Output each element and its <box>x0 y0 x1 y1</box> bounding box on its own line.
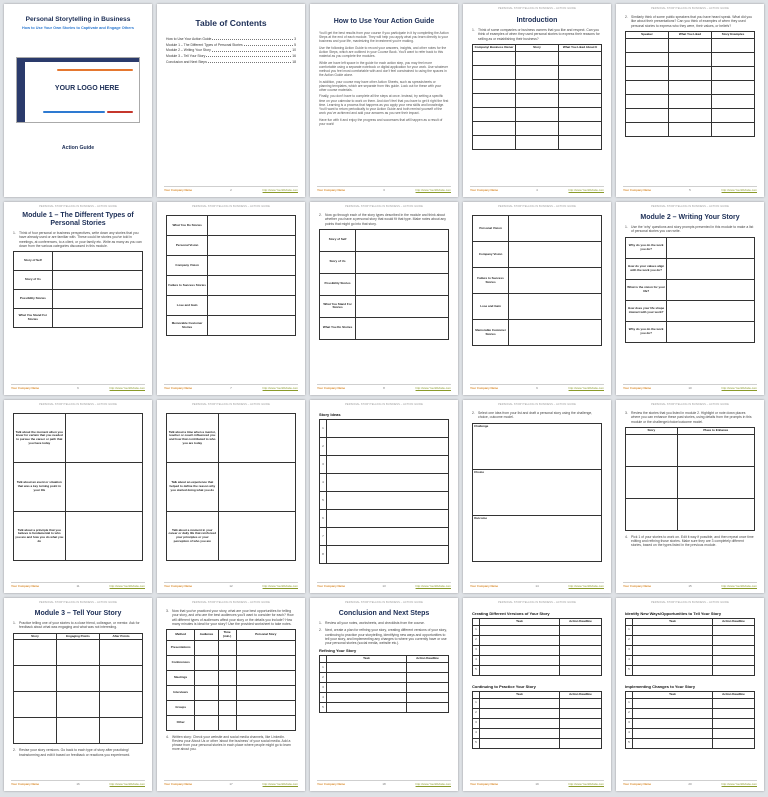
action-step: 4. Pick 1 of your stories to work on. Edit it way if possible, and then repeat once time editing and refining those stories. Make sure they are 3 completely different stories, based on the types listed in the previous module. <box>625 534 754 547</box>
cover-guide-label: Action Guide <box>61 145 95 151</box>
page-footer: Your Company Name http://www.YourWebsite.com 7 <box>164 385 298 391</box>
page-cover[interactable] <box>4 4 152 197</box>
page-header: PERSONAL STORYTELLING IN BUSINESS – ACTION GUIDE <box>498 403 576 406</box>
toc-title: Table of Contents <box>195 18 267 28</box>
page-number: 19 <box>535 782 539 787</box>
section-label: Refining Your Story <box>319 648 357 654</box>
intro-title: Introduction <box>516 17 558 24</box>
prompts-table[interactable]: Talk about the moment when you knew for certain that you needed to pursue the career or path that you have today Talk about an event or situation that was a key turning point in your life Talk about a principle that you believe is fundamental to who you are and how you do what you do <box>13 413 143 561</box>
page-number: 10 <box>688 386 692 391</box>
page-footer: Your Company Name http://www.YourWebsite.com 6 <box>11 385 145 391</box>
module-3-title: Module 3 – Tell Your Story <box>34 610 122 617</box>
how-to-title: How to Use Your Action Guide <box>333 18 435 25</box>
page-toc[interactable] <box>157 4 305 197</box>
page-footer: Your Company Name http://www.YourWebsite.com 9 <box>470 385 604 391</box>
page-14[interactable] <box>463 400 611 593</box>
versions-table[interactable]: Task Action Deadline 1 2 3 4 5 <box>472 618 602 676</box>
cover-subtitle: How to Use Your Own Stories to Captivate and Engage Others <box>22 26 134 31</box>
page-footer: Your Company Name http://www.YourWebsite.com 4 <box>470 187 604 193</box>
page-footer: Your Company Name http://www.YourWebsite.com 18 <box>317 781 451 787</box>
page-header: PERSONAL STORYTELLING IN BUSINESS – ACTION GUIDE <box>39 601 117 604</box>
page-footer: Your Company Name http://www.YourWebsite.com 11 <box>11 583 145 589</box>
page-11[interactable] <box>4 400 152 593</box>
page-9[interactable] <box>463 202 611 395</box>
page-header: PERSONAL STORYTELLING IN BUSINESS – ACTION GUIDE <box>498 7 576 10</box>
page-header: PERSONAL STORYTELLING IN BUSINESS – ACTION GUIDE <box>192 601 270 604</box>
page-8[interactable] <box>310 202 458 395</box>
page-footer: Your Company Name http://www.YourWebsite.com 10 <box>623 385 757 391</box>
action-step: 2. Next, create a plan for refining your story, creating different versions of your story, continuing to practice your storytelling, identifying new ways and opportunities to tell your story, and implementing any changes to where you currently have or use your personal stories (social media, website etc.). <box>319 628 447 646</box>
why-questions-table[interactable]: Why do you do the work you do? How do your values align with the work you do? What is the vision for your life? How does your life shape interact with your work? Why do you do the work you do? <box>625 237 755 343</box>
page-introduction[interactable] <box>463 4 611 197</box>
story-ideas-list[interactable]: 1 2 3 4 5 6 7 8 <box>319 419 449 564</box>
page-header: PERSONAL STORYTELLING IN BUSINESS – ACTION GUIDE <box>651 403 729 406</box>
page-footer: Your Company Name http://www.YourWebsite.com 15 <box>623 583 757 589</box>
page-number: 12 <box>229 584 233 589</box>
logo-text: YOUR LOGO HERE <box>54 85 120 92</box>
action-step: 4. Written story: Check your website and social media channels, like LinkedIn. Review your About Us or other 'about the business' of your social media. Add a phrase from your personal stories in each place where people might go to learn more about you. <box>166 734 291 752</box>
page-footer: Your Company Name http://www.YourWebsite.com 16 <box>11 781 145 787</box>
page-number: 6 <box>77 386 79 391</box>
paragraph: You'll get the best results from your course if you participate in it by completing the Action Steps at the end of each module. They will help you apply what you learn directly to your business and your life, maximizing the investment you're making. <box>319 31 449 44</box>
paragraph: Finally, you don't have to complete all the steps at once. Instead, try setting a specific time on your calendar to work on them. And don't feel that you have to get it right the first time. Learning is a process that happens as you apply your new skills and knowledge. You'll want to return periodically to your Action Guide and both remind yourself of the work you've achieved and add your answers as you see their impact. <box>319 94 449 115</box>
paragraph: While we have left space in the guide for each action step, you may feel more comfortable using a separate notebook or digital application for your work. Use whatever method you feel most comfortable with and don't feel constrained to using the spaces in the Action Guide alone. <box>319 60 449 78</box>
action-step: 3. Now that you've practiced your story, what are your best opportunities for telling your story, and who are the best audiences you'll want to consider for each? How will different types of audiences affect your story or the details you include? How many minutes is ideal for your story? Use the provided worksheet to take notes. <box>166 609 294 626</box>
action-step: 3. Review the stories that you listed in module 2. Highlight or note down places where you can enhance these past stories, using details from the prompts in this module or the challenge/choice/outcome model. <box>625 411 752 424</box>
story-ideas-table[interactable]: Story of Self Story of Us Possibility Stories What You Stand For Stories What You Do Stories <box>319 229 449 340</box>
page-header: PERSONAL STORYTELLING IN BUSINESS – ACTION GUIDE <box>39 205 117 208</box>
section-label: Identify New Ways/Opportunities to Tell Your Story <box>625 611 722 616</box>
page-footer: Your Company Name http://www.YourWebsite.com 13 <box>317 583 451 589</box>
page-header: PERSONAL STORYTELLING IN BUSINESS – ACTION GUIDE <box>651 205 729 208</box>
page-footer: Your Company Name http://www.YourWebsite.com 8 <box>317 385 451 391</box>
module-1-title: Module 1 – The Different Types of Personal Stories <box>22 212 134 228</box>
page-number: 2 <box>230 188 232 193</box>
page-module-1[interactable] <box>4 202 152 395</box>
refining-table[interactable]: Task Action Deadline 1 2 3 4 5 <box>319 655 449 713</box>
intro-table[interactable]: Company/ Business Owner Story What You Liked About It <box>472 44 602 150</box>
section-label: Implementing Changes to Your Story <box>625 683 696 689</box>
page-header: PERSONAL STORYTELLING IN BUSINESS – ACTION GUIDE <box>498 601 576 604</box>
page-header: PERSONAL STORYTELLING IN BUSINESS – ACTION GUIDE <box>192 205 270 208</box>
page-number: 4 <box>536 188 538 193</box>
page-17[interactable] <box>157 598 305 791</box>
action-step: 1. Think of four personal or business perspectives, write down any stories that you have already used or are familiar with. These could be stories you've told in meetings, at conferences, to a client, or your family etc. Write as many as you can down from the various categories discussed in this module. <box>13 231 142 248</box>
paragraph: In addition, your course may have other Action Sheets, such as spreadsheets or planning templates, which are separate from this guide. Look out for these with your other course materials. <box>319 79 442 92</box>
toc-entry[interactable]: Conclusion and Next Steps 18 <box>166 59 296 64</box>
opportunities-table[interactable]: Task Action Deadline 1 2 3 4 5 <box>625 618 755 676</box>
page-footer: Your Company Name http://www.YourWebsite.com 3 <box>317 187 451 193</box>
action-step: 1. Use the 'why' questions and story prompts presented in this module to make a list of personal stories you can write. <box>625 225 754 234</box>
page-number: 18 <box>382 782 386 787</box>
story-ideas-table-cont[interactable]: Personal Vision Company Vision Failure to Success Stories Lose and Gain Memorable Customer Stories <box>472 215 602 346</box>
toc-entry[interactable]: Module 2 – Writing Your Story 10 <box>166 48 296 53</box>
module-1-table[interactable]: Story of Self Story of Us Possibility Stories What You Stand For Stories <box>13 251 143 328</box>
feedback-table[interactable]: Story Engaging Points After Points <box>13 633 143 745</box>
module-2-title: Module 2 – Writing Your Story <box>640 214 740 221</box>
page-number: 16 <box>76 782 80 787</box>
page-number: 15 <box>688 584 692 589</box>
challenge-choice-outcome-table[interactable]: Challenge Choice Outcome <box>472 423 602 562</box>
speakers-table[interactable]: Speaker What You Liked Story Examples <box>625 31 755 137</box>
page-header: PERSONAL STORYTELLING IN BUSINESS – ACTION GUIDE <box>345 601 423 604</box>
page-header: PERSONAL STORYTELLING IN BUSINESS – ACTION GUIDE <box>345 205 423 208</box>
page-number: 5 <box>689 188 691 193</box>
paragraph: Have fun with it and enjoy the progress and successes that will happen as a result of your work! <box>319 117 443 126</box>
page-number: 14 <box>535 584 539 589</box>
page-footer: Your Company Name http://www.YourWebsite.com 2 <box>164 187 298 193</box>
page-footer: Your Company Name http://www.YourWebsite.com 19 <box>470 781 604 787</box>
page-module-2[interactable] <box>616 202 764 395</box>
page-12[interactable] <box>157 400 305 593</box>
page-header: PERSONAL STORYTELLING IN BUSINESS – ACTION GUIDE <box>345 403 423 406</box>
page-footer: Your Company Name http://www.YourWebsite.com 14 <box>470 583 604 589</box>
toc-entry[interactable]: Module 3 – Tell Your Story 16 <box>166 54 296 59</box>
page-header: PERSONAL STORYTELLING IN BUSINESS – ACTION GUIDE <box>39 403 117 406</box>
page-footer: Your Company Name http://www.YourWebsite.com 12 <box>164 583 298 589</box>
page-footer: Your Company Name http://www.YourWebsite.com 20 <box>623 781 757 787</box>
section-label: Continuing to Practice Your Story <box>472 683 536 689</box>
page-speakers[interactable] <box>616 4 764 197</box>
page-header: PERSONAL STORYTELLING IN BUSINESS – ACTION GUIDE <box>192 403 270 406</box>
logo-placeholder <box>16 57 140 123</box>
page-number: 3 <box>383 188 385 193</box>
action-step: 1. Review all your notes, worksheets, and checklists from the course. <box>319 621 425 626</box>
paragraph: Use the following Action Guide to record your answers, insights, and other notes for the Action Steps, which are outlined in your Course Book. You'll want to refer back to this material as you complete the modules. <box>319 45 447 59</box>
action-step: 1. Think of some companies or business owners that you like and respect. Can you think of examples of when they used personal stories to express their reasons for selling as or establishing their business? <box>472 28 600 41</box>
page-conclusion[interactable] <box>310 598 458 791</box>
implementing-table[interactable]: Task Action Deadline 1 2 3 4 5 <box>625 691 755 749</box>
page-20[interactable] <box>616 598 764 791</box>
page-footer: Your Company Name http://www.YourWebsite.com 17 <box>164 781 298 787</box>
page-header: PERSONAL STORYTELLING IN BUSINESS – ACTION GUIDE <box>498 205 576 208</box>
page-header: PERSONAL STORYTELLING IN BUSINESS – ACTION GUIDE <box>651 7 729 10</box>
section-label: Creating Different Versions of Your Story <box>472 611 550 616</box>
page-footer: Your Company Name http://www.YourWebsite.com 5 <box>623 187 757 193</box>
page-7[interactable] <box>157 202 305 395</box>
practice-table[interactable]: Task Action Deadline 1 2 3 4 5 <box>472 691 602 749</box>
story-ideas-label: Story Ideas <box>319 412 341 417</box>
action-step: 2. Select one idea from your list and draft a personal story using the challenge, choice, outcome model. <box>472 411 593 420</box>
page-15[interactable] <box>616 400 764 593</box>
story-types-table[interactable]: What You Do Stories Personal Vision Company Vision Failure to Success Stories Lose and Gain Memorable Customer Stories <box>166 215 296 336</box>
page-number: 13 <box>382 584 386 589</box>
action-step: 2. Now go through each of the story types described in the module and think about whether you have a personal story that would fit that type. Make notes about any points that might go into that story. <box>319 213 447 226</box>
conclusion-title: Conclusion and Next Steps <box>338 610 430 617</box>
prompts-table[interactable]: Talk about a time when a mentor, teacher or coach influenced you and how that contributed to who you are today Talk about an experience that helped to define the reason why you started doing what you do Talk about a moment in your career or daily life that reinforced your principles or your perception of who you are <box>166 413 296 561</box>
page-module-3[interactable] <box>4 598 152 791</box>
page-number: 7 <box>230 386 232 391</box>
enhance-table[interactable]: Story Place to Enhance <box>625 427 755 531</box>
action-step: 2. Similarly think of some public speakers that you have heard speak. What did you like about their presentations? Can you think of examples of when they used personal stories to express who they were, their values, or beliefs? <box>625 15 752 28</box>
action-step: 2. Revise your story versions. Go back to each type of story after practicing/ brainstorming and edit it based on feedback or reactions you experienced. <box>13 748 131 757</box>
method-table[interactable]: Method Audience Time (min.) Personal Story Presentations Conferences Meetings Interviews Groups Other <box>166 629 296 731</box>
page-number: 9 <box>536 386 538 391</box>
page-how-to[interactable] <box>310 4 458 197</box>
page-19[interactable] <box>463 598 611 791</box>
page-13[interactable] <box>310 400 458 593</box>
page-number: 11 <box>76 584 80 589</box>
toc-entry[interactable]: How to Use Your Action Guide 3 <box>166 36 296 41</box>
page-number: 8 <box>383 386 385 391</box>
page-number: 20 <box>688 782 692 787</box>
toc-entry[interactable]: Module 1 – The Different Types of Personal Stories 5 <box>166 42 296 47</box>
cover-title: Personal Storytelling in Business <box>25 16 131 23</box>
action-step: 1. Practice telling one of your stories to a close friend, colleague, or mentor. Ask for feedback about what was engaging and what was not interesting. <box>13 621 140 630</box>
page-number: 17 <box>229 782 233 787</box>
page-header: PERSONAL STORYTELLING IN BUSINESS – ACTION GUIDE <box>651 601 729 604</box>
toc-list <box>166 37 296 64</box>
